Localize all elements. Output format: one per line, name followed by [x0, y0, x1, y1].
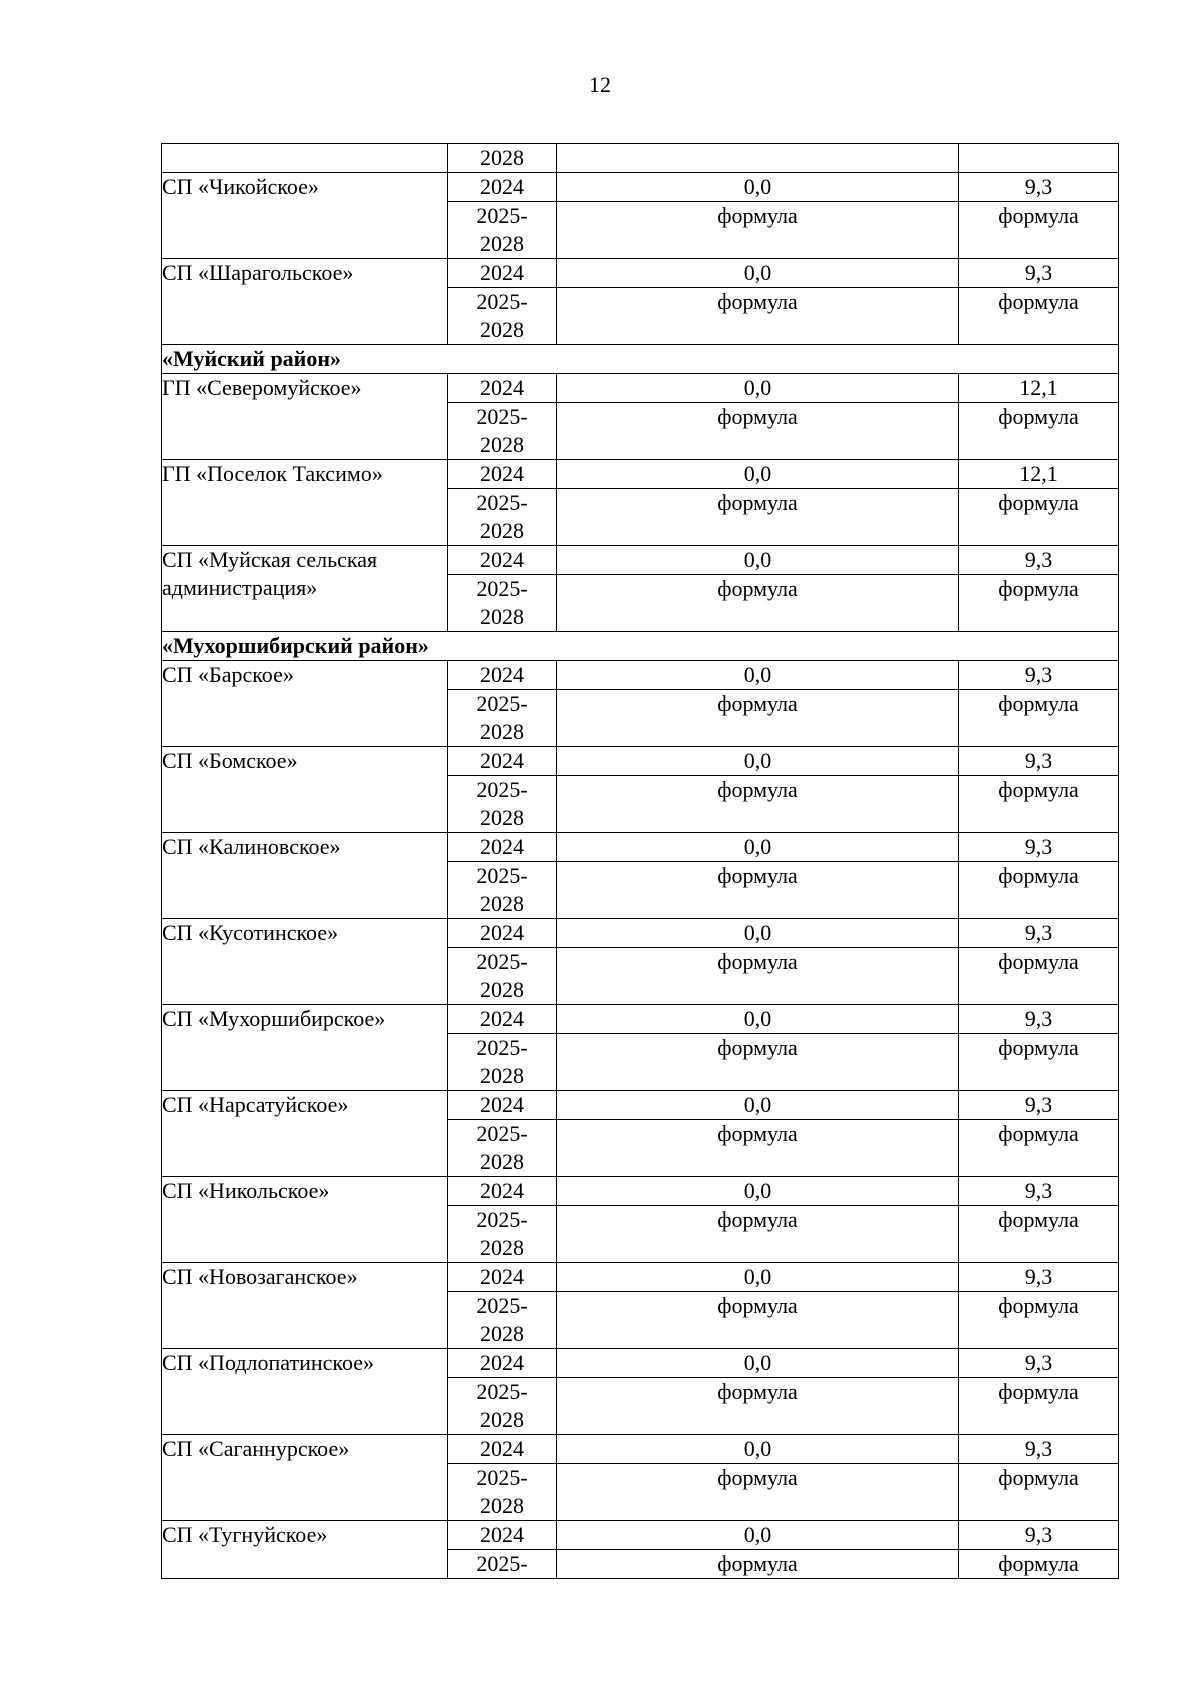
value-cell: формула — [959, 403, 1119, 460]
value-cell: 0,0 — [557, 1091, 959, 1120]
value-cell: 0,0 — [557, 173, 959, 202]
year-range-cell: 2025- 2028 — [448, 1292, 557, 1349]
table-row — [162, 661, 1119, 690]
value-cell: 9,3 — [959, 833, 1119, 862]
value-cell: формула — [959, 776, 1119, 833]
value-cell: 0,0 — [557, 1349, 959, 1378]
value-cell: формула — [959, 1034, 1119, 1091]
value-cell: формула — [959, 489, 1119, 546]
value-cell: 9,3 — [959, 747, 1119, 776]
value-cell: 9,3 — [959, 1091, 1119, 1120]
year-range-cell: 2025- 2028 — [448, 862, 557, 919]
value-cell: формула — [557, 1464, 959, 1521]
value-cell: 9,3 — [959, 1177, 1119, 1206]
value-cell: 9,3 — [959, 1005, 1119, 1034]
value-cell: формула — [557, 1120, 959, 1177]
page-number: 12 — [589, 72, 611, 97]
value-cell: формула — [557, 288, 959, 345]
tariff-table — [161, 143, 1119, 1579]
municipality-name: СП «Подлопатинское» — [162, 1349, 448, 1435]
value-cell: формула — [557, 575, 959, 632]
year-cell: 2024 — [448, 259, 557, 288]
value-cell: формула — [959, 690, 1119, 747]
value-cell: формула — [557, 948, 959, 1005]
value-cell: формула — [557, 1292, 959, 1349]
year-range-cell: 2025- 2028 — [448, 202, 557, 259]
year-cell: 2024 — [448, 1091, 557, 1120]
municipality-name: СП «Никольское» — [162, 1177, 448, 1263]
value-cell: 9,3 — [959, 1263, 1119, 1292]
year-range-cell: 2025- 2028 — [448, 288, 557, 345]
year-cell: 2024 — [448, 374, 557, 403]
year-cell: 2024 — [448, 833, 557, 862]
value-cell: 0,0 — [557, 919, 959, 948]
table-row — [162, 546, 1119, 575]
municipality-name: СП «Мухоршибирское» — [162, 1005, 448, 1091]
table-body — [162, 144, 1119, 1579]
value-cell: формула — [557, 489, 959, 546]
value-cell: 0,0 — [557, 1177, 959, 1206]
table-row — [162, 1435, 1119, 1464]
municipality-name: СП «Чикойское» — [162, 173, 448, 259]
value-cell: 9,3 — [959, 173, 1119, 202]
value-cell: формула — [557, 1550, 959, 1579]
value-cell: формула — [959, 1550, 1119, 1579]
value-cell: формула — [959, 1120, 1119, 1177]
value-cell: формула — [959, 1292, 1119, 1349]
year-cell: 2024 — [448, 1005, 557, 1034]
value-cell: 9,3 — [959, 661, 1119, 690]
table-row — [162, 833, 1119, 862]
value-cell: 0,0 — [557, 374, 959, 403]
value-cell: 9,3 — [959, 1349, 1119, 1378]
municipality-cell — [162, 144, 448, 173]
table-row — [162, 374, 1119, 403]
year-range-cell: 2025- 2028 — [448, 1464, 557, 1521]
municipality-name: СП «Калиновское» — [162, 833, 448, 919]
value-cell: 9,3 — [959, 919, 1119, 948]
year-range-cell: 2025- 2028 — [448, 1034, 557, 1091]
value-cell: 12,1 — [959, 374, 1119, 403]
year-cell: 2024 — [448, 1349, 557, 1378]
value-cell: 0,0 — [557, 1435, 959, 1464]
value-cell: 0,0 — [557, 661, 959, 690]
municipality-name: СП «Саганнурское» — [162, 1435, 448, 1521]
year-cell: 2024 — [448, 1435, 557, 1464]
table-row — [162, 460, 1119, 489]
value-cell: 0,0 — [557, 1263, 959, 1292]
table-row — [162, 1091, 1119, 1120]
municipality-name: СП «Бомское» — [162, 747, 448, 833]
year-cell: 2024 — [448, 1521, 557, 1550]
value-cell: 0,0 — [557, 747, 959, 776]
section-title: «Муйский район» — [162, 345, 1119, 374]
year-range-cell: 2025- 2028 — [448, 403, 557, 460]
value-cell: 0,0 — [557, 259, 959, 288]
year-range-cell: 2025- 2028 — [448, 776, 557, 833]
value-cell: формула — [959, 1464, 1119, 1521]
municipality-name: СП «Муйская сельская администрация» — [162, 546, 448, 632]
section-title: «Мухоршибирский район» — [162, 632, 1119, 661]
year-cell: 2024 — [448, 919, 557, 948]
table-row — [162, 173, 1119, 202]
year-range-cell: 2025- 2028 — [448, 1378, 557, 1435]
year-cell: 2024 — [448, 546, 557, 575]
year-cell: 2024 — [448, 1177, 557, 1206]
value-cell: 0,0 — [557, 1521, 959, 1550]
value-cell: формула — [959, 202, 1119, 259]
value-cell: 0,0 — [557, 1005, 959, 1034]
table-row — [162, 144, 1119, 173]
year-cell: 2024 — [448, 173, 557, 202]
value-cell: 9,3 — [959, 546, 1119, 575]
section-row — [162, 632, 1119, 661]
section-row — [162, 345, 1119, 374]
table-row — [162, 1521, 1119, 1550]
year-cell: 2024 — [448, 747, 557, 776]
municipality-name: СП «Барское» — [162, 661, 448, 747]
year-range-cell: 2025- 2028 — [448, 948, 557, 1005]
table-row — [162, 919, 1119, 948]
year-range-cell: 2025- 2028 — [448, 575, 557, 632]
value-cell: 9,3 — [959, 1521, 1119, 1550]
municipality-name: СП «Нарсатуйское» — [162, 1091, 448, 1177]
municipality-name: СП «Шарагольское» — [162, 259, 448, 345]
table-row — [162, 1177, 1119, 1206]
value-cell: формула — [557, 862, 959, 919]
year-range-cell: 2025- 2028 — [448, 690, 557, 747]
municipality-name: СП «Кусотинское» — [162, 919, 448, 1005]
table-row — [162, 1263, 1119, 1292]
table-row — [162, 1349, 1119, 1378]
municipality-name: СП «Новозаганское» — [162, 1263, 448, 1349]
value-cell: формула — [557, 776, 959, 833]
value-cell: формула — [959, 575, 1119, 632]
year-range-cell: 2025- 2028 — [448, 1206, 557, 1263]
municipality-name: ГП «Северомуйское» — [162, 374, 448, 460]
value-cell: формула — [557, 690, 959, 747]
value-cell: 0,0 — [557, 546, 959, 575]
year-range-cell: 2025- 2028 — [448, 489, 557, 546]
value-cell — [959, 144, 1119, 173]
year-cell: 2024 — [448, 460, 557, 489]
value-cell — [557, 144, 959, 173]
value-cell: формула — [959, 1378, 1119, 1435]
value-cell: формула — [557, 1034, 959, 1091]
value-cell: формула — [959, 948, 1119, 1005]
year-cell: 2028 — [448, 144, 557, 173]
value-cell: 9,3 — [959, 259, 1119, 288]
year-cell: 2024 — [448, 1263, 557, 1292]
table-row — [162, 747, 1119, 776]
municipality-name: ГП «Поселок Таксимо» — [162, 460, 448, 546]
table-row — [162, 1005, 1119, 1034]
value-cell: 9,3 — [959, 1435, 1119, 1464]
municipality-name: СП «Тугнуйское» — [162, 1521, 448, 1579]
table-row — [162, 259, 1119, 288]
value-cell: формула — [959, 288, 1119, 345]
value-cell: формула — [557, 1206, 959, 1263]
value-cell: 12,1 — [959, 460, 1119, 489]
year-cell: 2024 — [448, 661, 557, 690]
value-cell: формула — [557, 403, 959, 460]
value-cell: 0,0 — [557, 460, 959, 489]
value-cell: формула — [959, 862, 1119, 919]
value-cell: формула — [959, 1206, 1119, 1263]
value-cell: 0,0 — [557, 833, 959, 862]
year-range-cell: 2025- 2028 — [448, 1120, 557, 1177]
year-range-cell: 2025- — [448, 1550, 557, 1579]
value-cell: формула — [557, 202, 959, 259]
value-cell: формула — [557, 1378, 959, 1435]
